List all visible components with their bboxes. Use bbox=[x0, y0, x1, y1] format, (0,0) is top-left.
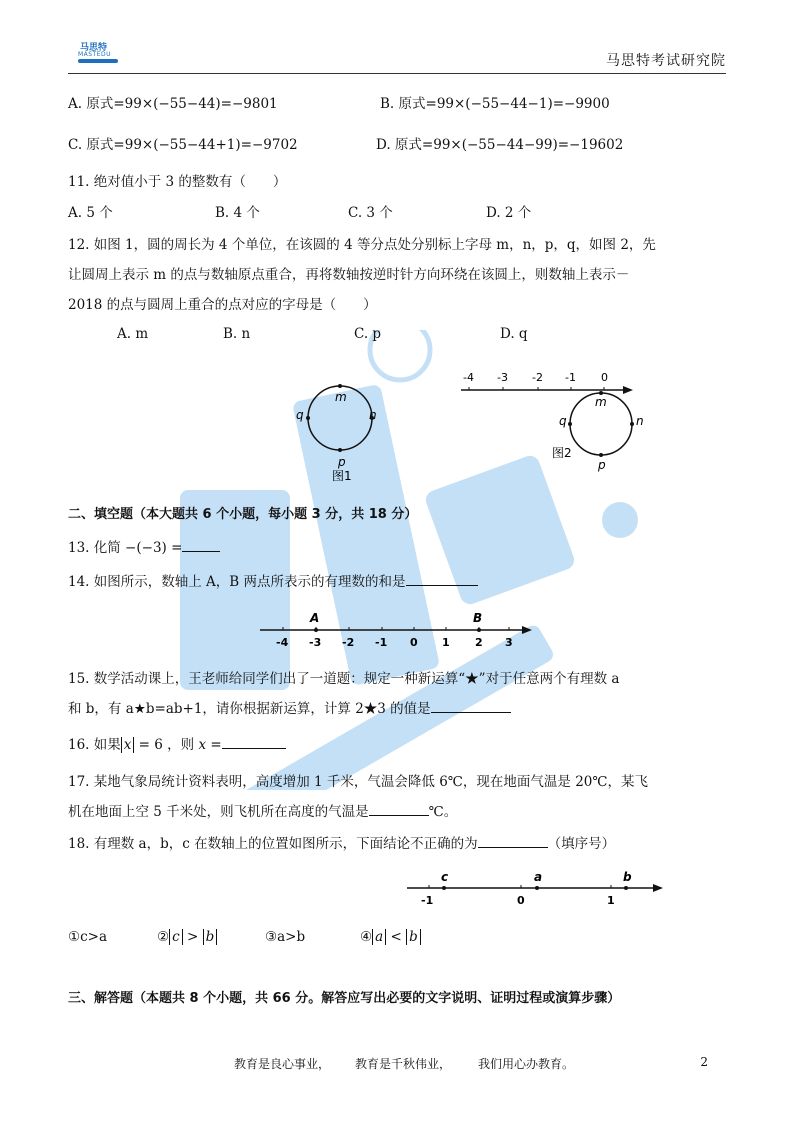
fig2-label-m: m bbox=[595, 395, 607, 409]
logo-sub-text: MASTEDU bbox=[78, 51, 112, 58]
q14-tick-3: 3 bbox=[505, 636, 513, 649]
fig2-point-q bbox=[568, 422, 572, 426]
q13-answer-blank[interactable] bbox=[182, 537, 220, 552]
q14-label-a: A bbox=[310, 611, 320, 625]
q10-option-b: B. 原式=99×(−55−44−1)=−9900 bbox=[380, 96, 610, 112]
q18-suffix: （填序号） bbox=[547, 836, 616, 852]
q14-tick-1: 1 bbox=[442, 636, 450, 649]
q18-label-c: c bbox=[441, 870, 449, 884]
fig1-label-m: m bbox=[335, 390, 347, 404]
q15-answer-blank[interactable] bbox=[431, 698, 511, 713]
fig2-tick-label-neg2: -2 bbox=[532, 371, 543, 384]
q14 bbox=[68, 570, 478, 590]
logo-main-text: 马思特 bbox=[80, 43, 108, 53]
q18-tick-neg1: -1 bbox=[421, 894, 434, 907]
q18-option-4 bbox=[360, 929, 421, 945]
fig2-caption: 图2 bbox=[552, 446, 572, 460]
q17-line-1: 17. 某地气象局统计资料表明，高度增加 1 千米，气温会降低 6℃，现在地面气温是 20℃，某飞 bbox=[68, 774, 648, 790]
q18-opt2-op: > bbox=[182, 929, 203, 945]
q18-point-a bbox=[535, 886, 539, 890]
q18-text: 18. 有理数 a，b，c 在数轴上的位置如图所示，下面结论不正确的为 bbox=[68, 836, 478, 852]
q17-answer-blank[interactable] bbox=[369, 801, 429, 816]
q16-answer-blank[interactable] bbox=[222, 734, 286, 749]
q10-option-d: D. 原式=99×(−55−44−99)=−19602 bbox=[376, 137, 624, 153]
q18 bbox=[68, 832, 615, 852]
q16-pre: 16. 如果 bbox=[68, 737, 121, 753]
footer-slogan-1: 教育是良心事业， bbox=[234, 1057, 331, 1071]
q13-text: 13. 化简 −(−3) = bbox=[68, 540, 183, 556]
q14-answer-blank[interactable] bbox=[406, 571, 478, 586]
q14-number-line bbox=[258, 608, 538, 652]
fig2-point-n bbox=[630, 422, 634, 426]
q18-opt2-num: ② bbox=[157, 929, 170, 945]
fig2-label-q: q bbox=[559, 414, 567, 428]
q18-option-1: ①c>a bbox=[68, 929, 108, 945]
footer-slogan-3: 我们用心办教育。 bbox=[478, 1057, 575, 1071]
q18-number-line bbox=[405, 870, 670, 910]
q14-point-b bbox=[477, 628, 481, 632]
q12-line-3: 2018 的点与圆周上重合的点对应的字母是（ ） bbox=[68, 297, 377, 313]
q18-tick-0: 0 bbox=[517, 894, 525, 907]
q15-line-2-wrap bbox=[68, 697, 511, 717]
q14-tick-neg2: -2 bbox=[342, 636, 355, 649]
fig1-point-m bbox=[338, 384, 342, 388]
q18-tick-1: 1 bbox=[607, 894, 615, 907]
q10-option-a: A. 原式=99×(−55−44)=−9801 bbox=[68, 96, 278, 112]
q15-line-2: 和 b，有 a★b=ab+1，请你根据新运算，计算 2★3 的值是 bbox=[68, 701, 431, 717]
q14-tick-2: 2 bbox=[475, 636, 483, 649]
q18-point-b bbox=[624, 886, 628, 890]
fig2-axis-arrow bbox=[623, 386, 633, 394]
fig1-label-q: q bbox=[296, 408, 304, 422]
q18-answer-blank[interactable] bbox=[478, 833, 548, 848]
q18-opt2-abs-c: c bbox=[169, 929, 183, 945]
q18-opt4-abs-b: b bbox=[406, 929, 421, 945]
q11-option-c: C. 3 个 bbox=[348, 205, 393, 221]
q14-tick-0: 0 bbox=[410, 636, 418, 649]
q13 bbox=[68, 536, 220, 556]
logo-bar bbox=[78, 59, 118, 63]
q11-option-a: A. 5 个 bbox=[68, 205, 113, 221]
q12-line-2: 让圆周上表示 m 的点与数轴原点重合，再将数轴按逆时针方向环绕在该圆上，则数轴上表示－ bbox=[68, 267, 630, 283]
q12-option-d: D. q bbox=[500, 326, 528, 342]
q12-line-1: 12. 如图 1，圆的周长为 4 个单位，在该圆的 4 等分点处分别标上字母 m，n，p，q，如图 2，先 bbox=[68, 237, 656, 253]
q14-label-b: B bbox=[473, 611, 483, 625]
fig1-caption: 图1 bbox=[332, 469, 352, 483]
q11-option-b: B. 4 个 bbox=[215, 205, 260, 221]
q18-label-a: a bbox=[534, 870, 543, 884]
q12-option-c: C. p bbox=[354, 326, 382, 342]
q16-abs-x: x bbox=[121, 737, 135, 753]
q10-option-c: C. 原式=99×(−55−44+1)=−9702 bbox=[68, 137, 298, 153]
fig2-tick-label-neg1: -1 bbox=[565, 371, 576, 384]
q14-tick-neg4: -4 bbox=[276, 636, 289, 649]
q18-opt2-abs-b: b bbox=[203, 929, 218, 945]
q17-line-2: 机在地面上空 5 千米处，则飞机所在高度的气温是 bbox=[68, 804, 369, 820]
section-3-title: 三、解答题（本题共 8 个小题，共 66 分。解答应写出必要的文字说明、证明过程或演算步骤） bbox=[68, 991, 621, 1006]
section-2-title: 二、填空题（本大题共 6 个小题，每小题 3 分，共 18 分） bbox=[68, 507, 418, 522]
fig1-point-q bbox=[306, 416, 310, 420]
q14-point-a bbox=[314, 628, 318, 632]
q14-text: 14. 如图所示，数轴上 A，B 两点所表示的有理数的和是 bbox=[68, 574, 406, 590]
fig2-label-n: n bbox=[636, 414, 644, 428]
q12-option-b: B. n bbox=[223, 326, 251, 342]
q16-mid: = 6 ，则 bbox=[134, 737, 199, 753]
header-divider bbox=[68, 73, 726, 74]
q12-option-a: A. m bbox=[117, 326, 149, 342]
q12-figure-2 bbox=[455, 365, 645, 475]
q17-unit: ℃。 bbox=[428, 804, 458, 820]
q14-tick-neg1: -1 bbox=[375, 636, 388, 649]
page-number: 2 bbox=[700, 1055, 708, 1069]
q18-opt4-op: < bbox=[386, 929, 407, 945]
fig1-point-p bbox=[338, 448, 342, 452]
fig1-label-n: n bbox=[369, 408, 377, 422]
q16-eq: = bbox=[206, 737, 222, 753]
q18-option-2 bbox=[157, 929, 217, 945]
fig1-label-p: p bbox=[338, 455, 346, 469]
fig2-tick-label-0: 0 bbox=[601, 371, 608, 384]
institution-name: 马思特考试研究院 bbox=[606, 53, 726, 69]
fig2-tick-label-neg4: -4 bbox=[463, 371, 474, 384]
fig2-point-p bbox=[599, 453, 603, 457]
footer-slogan-2: 教育是千秋伟业， bbox=[355, 1057, 452, 1071]
q17-line-2-wrap bbox=[68, 800, 457, 820]
q18-opt4-abs-a: a bbox=[372, 929, 386, 945]
q18-option-3: ③a>b bbox=[265, 929, 306, 945]
q16-var-x: x bbox=[198, 737, 207, 753]
publisher-logo bbox=[74, 40, 122, 64]
q12-figure-1 bbox=[285, 372, 395, 487]
q11-stem: 11. 绝对值小于 3 的整数有（ ） bbox=[68, 174, 287, 190]
q18-opt4-num: ④ bbox=[360, 929, 373, 945]
fig2-tick-label-neg3: -3 bbox=[497, 371, 508, 384]
q18-label-b: b bbox=[623, 870, 632, 884]
q11-option-d: D. 2 个 bbox=[486, 205, 532, 221]
q18-point-c bbox=[442, 886, 446, 890]
q16 bbox=[68, 733, 286, 753]
q14-tick-neg3: -3 bbox=[309, 636, 322, 649]
fig2-label-p: p bbox=[598, 458, 606, 472]
q15-line-1: 15. 数学活动课上，王老师给同学们出了一道题：规定一种新运算“★”对于任意两个有理数 a bbox=[68, 671, 620, 687]
